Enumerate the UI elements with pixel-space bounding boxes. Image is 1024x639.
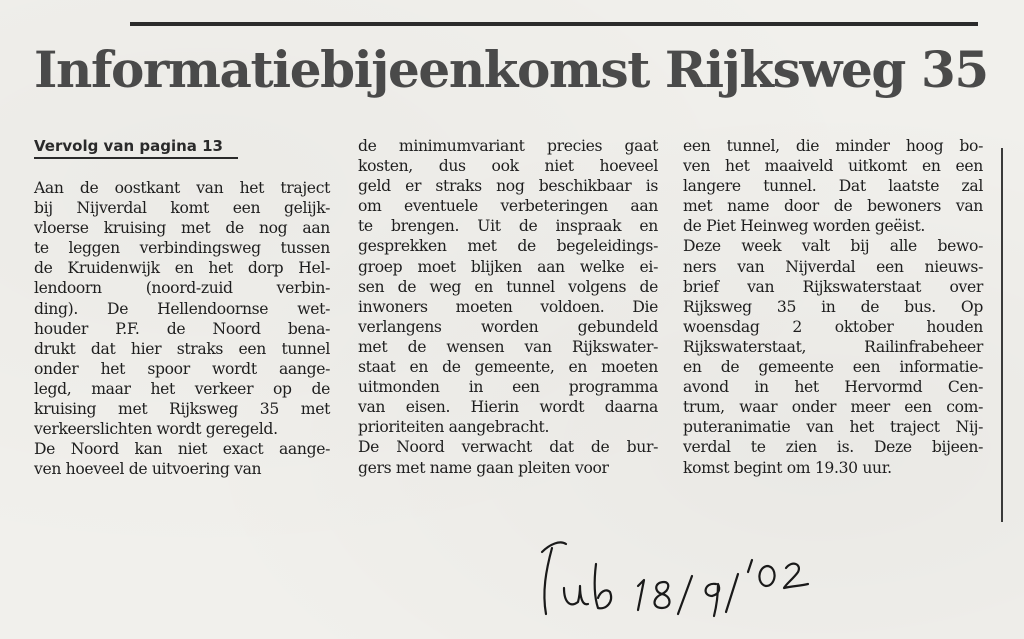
top-rule	[130, 22, 978, 26]
article-line: en de gemeente een informatie-	[683, 358, 983, 377]
article-line: om eventuele verbeteringen aan	[358, 197, 658, 216]
article-line: Rijkswaterstaat, Railinfrabeheer	[683, 337, 983, 356]
article-line: legd, maar het verkeer op de	[34, 379, 330, 398]
article-line: gesprekken met de begeleidings-	[358, 237, 658, 256]
article-line: onder het spoor wordt aange-	[34, 359, 330, 378]
article-line: vloerse kruising met de nog aan	[34, 219, 330, 238]
article-line: lendoorn (noord-zuid verbin-	[34, 279, 330, 298]
article-line: houder P.F. de Noord bena-	[34, 319, 330, 338]
article-line: de Piet Heinweg worden geëist.	[683, 217, 926, 236]
article-line: De Noord kan niet exact aange-	[34, 440, 330, 459]
article-line: avond in het Hervormd Cen-	[683, 378, 983, 397]
article-line: trum, waar onder meer een com-	[683, 398, 983, 417]
right-column-rule	[1001, 148, 1003, 522]
handwritten-date-annotation	[520, 530, 830, 630]
article-line: ners van Nijverdal een nieuws-	[683, 257, 983, 276]
headline: Informatiebijeenkomst Rijksweg 35	[34, 40, 988, 99]
article-line: te leggen verbindingsweg tussen	[34, 239, 330, 258]
article-line: verlangens worden gebundeld	[358, 317, 658, 336]
article-line: kosten, dus ook niet hoeveel	[358, 157, 658, 176]
article-line: woensdag 2 oktober houden	[683, 317, 983, 336]
article-line: met de wensen van Rijkswater-	[358, 337, 658, 356]
article-line: de minimumvariant precies gaat	[358, 137, 658, 155]
article-line: met name door de bewoners van	[683, 197, 983, 216]
article-column-3	[683, 136, 983, 478]
article-line: brief van Rijkswaterstaat over	[683, 277, 983, 296]
article-line: komst begint om 19.30 uur.	[683, 458, 892, 477]
article-line: drukt dat hier straks een tunnel	[34, 339, 330, 358]
article-line: te brengen. Uit de inspraak en	[358, 217, 658, 236]
article-line: Aan de oostkant van het traject	[34, 179, 330, 197]
article-line: ven het maaiveld uitkomt en een	[683, 157, 983, 176]
article-line: Rijksweg 35 in de bus. Op	[683, 297, 983, 316]
kicker-underline	[34, 157, 238, 159]
article-line: gers met name gaan pleiten voor	[358, 458, 609, 477]
article-line: de Kruidenwijk en het dorp Hel-	[34, 259, 330, 278]
article-column-2	[358, 136, 658, 478]
article-line: De Noord verwacht dat de bur-	[358, 438, 658, 457]
article-line: prioriteiten aangebracht.	[358, 418, 550, 437]
article-line: van eisen. Hierin wordt daarna	[358, 398, 658, 417]
article-column-1	[34, 178, 330, 479]
article-line: geld er straks nog beschikbaar is	[358, 177, 658, 196]
article-line: langere tunnel. Dat laatste zal	[683, 177, 983, 196]
article-line: ven hoeveel de uitvoering van	[34, 460, 262, 479]
article-line: bij Nijverdal komt een gelijk-	[34, 199, 330, 218]
article-line: ding). De Hellendoornse wet-	[34, 299, 330, 318]
article-line: een tunnel, die minder hoog bo-	[683, 137, 983, 155]
article-line: verkeerslichten wordt geregeld.	[34, 420, 278, 439]
article-line: verdal te zien is. Deze bijeen-	[683, 438, 983, 457]
article-line: staat en de gemeente, en moeten	[358, 358, 658, 377]
article-line: kruising met Rijksweg 35 met	[34, 400, 330, 419]
article-line: puteranimatie van het traject Nij-	[683, 418, 983, 437]
kicker-continued-from: Vervolg van pagina 13	[34, 137, 223, 155]
article-line: inwoners moeten voldoen. Die	[358, 297, 658, 316]
article-line: groep moet blijken aan welke ei-	[358, 257, 658, 276]
article-line: Deze week valt bij alle bewo-	[683, 237, 983, 256]
article-line: uitmonden in een programma	[358, 378, 658, 397]
article-line: sen de weg en tunnel volgens de	[358, 277, 658, 296]
